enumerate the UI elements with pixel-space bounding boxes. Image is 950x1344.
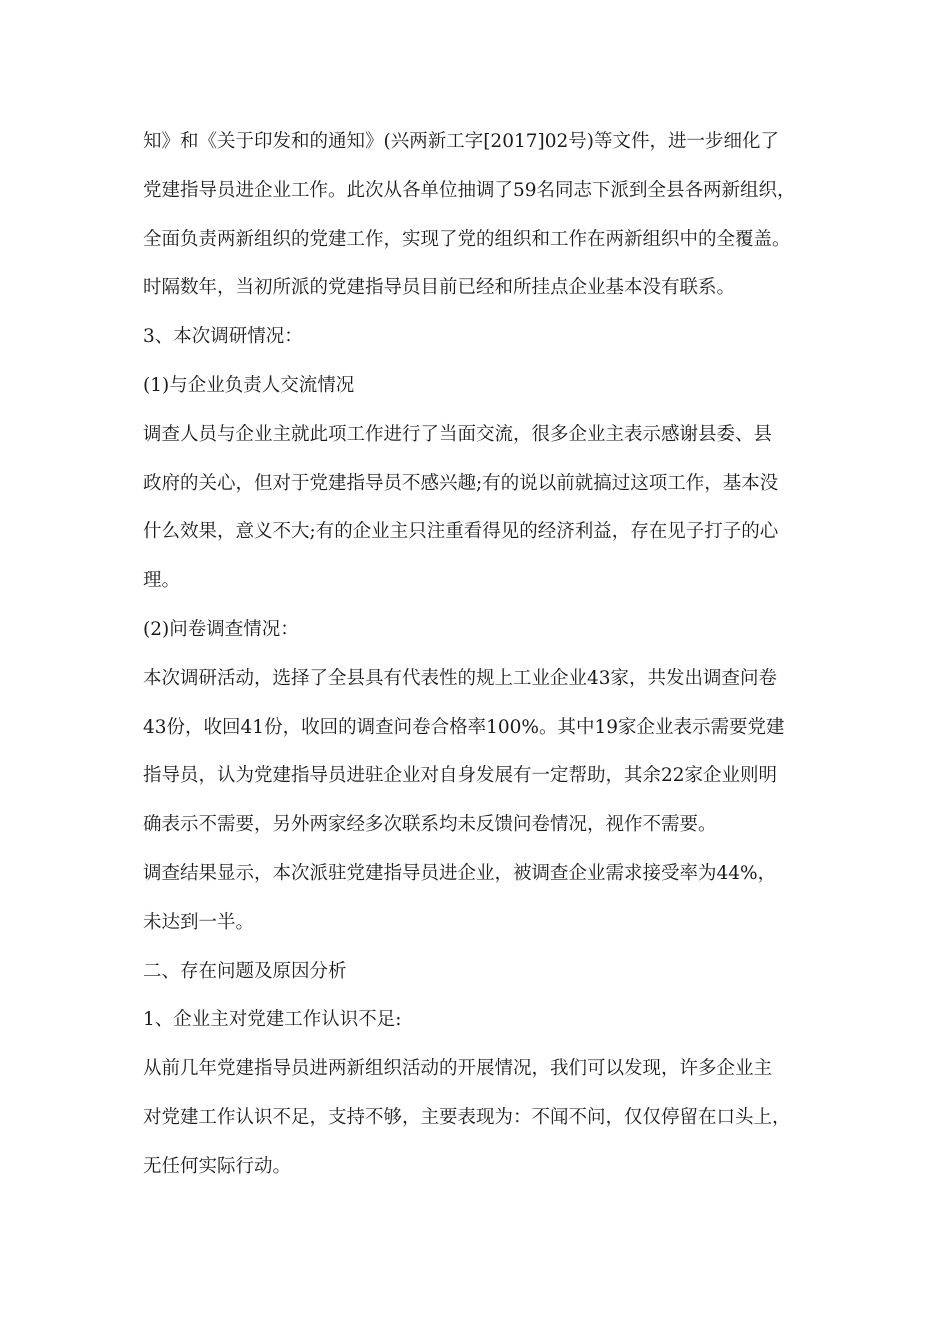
text-line: 指导员，认为党建指导员进驻企业对自身发展有一定帮助，其余22家企业则明: [143, 765, 778, 787]
text-line: 时隔数年，当初所派的党建指导员目前已经和所挂点企业基本没有联系。: [143, 277, 736, 299]
text-line: 知》和《关于印发和的通知》(兴两新工字[2017]02号)等文件，进一步细化了: [143, 131, 779, 152]
text-line: 43份，收回41份，收回的调查问卷合格率100%。其中19家企业表示需要党建: [143, 716, 785, 738]
text-line: 调查人员与企业主就此项工作进行了当面交流，很多企业主表示感谢县委、县: [143, 423, 773, 445]
text-line: 未达到一半。: [143, 911, 255, 933]
text-line: 本次调研活动，选择了全县具有代表性的规上工业企业43家，共发出调查问卷: [143, 667, 778, 689]
text-line: 确表示不需要，另外两家经多次联系均未反馈问卷情况，视作不需要。: [143, 814, 717, 836]
subsection-heading: (1)与企业负责人交流情况: [143, 374, 355, 396]
text-line: 调查结果显示，本次派驻党建指导员进企业，被调查企业需求接受率为44%，: [143, 862, 777, 884]
document-body: [143, 118, 823, 1192]
subsection-heading: (2)问卷调查情况：: [143, 618, 299, 640]
text-line: 无任何实际行动。: [143, 1155, 292, 1177]
text-line: 对党建工作认识不足，支持不够，主要表现为：不闻不问，仅仅停留在口头上，: [143, 1106, 791, 1128]
text-line: 理。: [143, 570, 181, 592]
text-line: 全面负责两新组织的党建工作，实现了党的组织和工作在两新组织中的全覆盖。: [143, 228, 791, 250]
chapter-heading: 二、存在问题及原因分析: [143, 960, 347, 982]
section-heading: 1、企业主对党建工作认识不足:: [143, 1009, 402, 1031]
text-line: 党建指导员进企业工作。此次从各单位抽调了59名同志下派到全县各两新组织，: [143, 179, 796, 201]
section-heading: 3、本次调研情况：: [143, 326, 303, 348]
text-line: 从前几年党建指导员进两新组织活动的开展情况，我们可以发现，许多企业主: [143, 1058, 773, 1080]
text-line: 什么效果，意义不大;有的企业主只注重看得见的经济利益，存在见子打子的心: [143, 521, 779, 543]
text-line: 政府的关心，但对于党建指导员不感兴趣;有的说以前就搞过这项工作，基本没: [143, 472, 779, 494]
